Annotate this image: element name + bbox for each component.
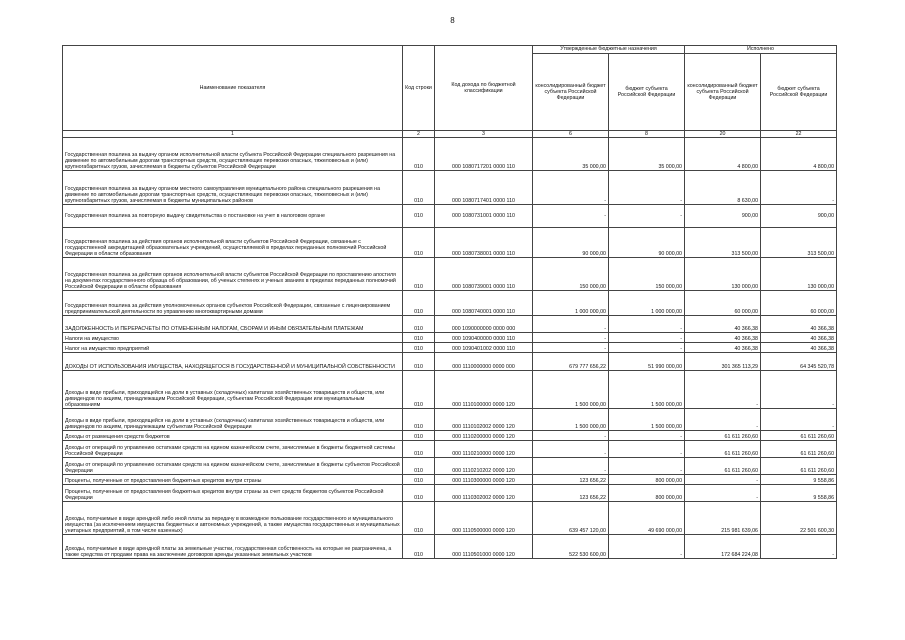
executed-subject-value: 22 501 600,30 bbox=[761, 502, 837, 535]
row-income-code: 000 1080717401 0000 110 bbox=[435, 171, 533, 205]
column-number: 6 bbox=[533, 131, 609, 138]
table-row bbox=[63, 343, 837, 353]
row-name: Государственная пошлина за действия уполномоченных органов субъектов Российской Федерации, связанные с лицензированием предпринимательской деятельности по управлению многоквартирными домами bbox=[63, 291, 403, 316]
row-income-code: 000 1110210000 0000 120 bbox=[435, 441, 533, 458]
executed-consolidated-value: 60 000,00 bbox=[685, 291, 761, 316]
executed-subject-value: 9 558,86 bbox=[761, 485, 837, 502]
executed-consolidated-value: - bbox=[685, 409, 761, 431]
row-name: Доходы от размещения средств бюджетов bbox=[63, 431, 403, 441]
table-row bbox=[63, 475, 837, 485]
row-line-code: 010 bbox=[403, 458, 435, 475]
header-approved-subject: бюджет субъекта Российской Федерации bbox=[609, 54, 685, 131]
approved-consolidated-value: - bbox=[533, 171, 609, 205]
table-row bbox=[63, 291, 837, 316]
table-row bbox=[63, 409, 837, 431]
approved-subject-value: - bbox=[609, 535, 685, 559]
row-name: Доходы от операций по управлению остатками средств на едином казначейском счете, зачисляемые в бюджеты субъектов Российской Федерации bbox=[63, 458, 403, 475]
executed-subject-value: 9 558,86 bbox=[761, 475, 837, 485]
approved-subject-value: 90 000,00 bbox=[609, 228, 685, 258]
row-name: Государственная пошлина за выдачу органом исполнительной власти субъекта Российской Федерации специального разрешения на движение по автомобильным дорогам транспортных средств, осуществляющих перевозки опасных, тяжеловесных и (или) крупногабаритных грузов, зачисляемая в бюджеты субъектов Российской Федерации bbox=[63, 138, 403, 171]
table-row bbox=[63, 171, 837, 205]
header-group-approved: Утвержденные бюджетные назначения bbox=[533, 46, 685, 54]
row-name: Доходы от операций по управлению остатками средств на едином казначейском счете, зачисляемые в бюджеты бюджетной системы Российской Федерации bbox=[63, 441, 403, 458]
row-line-code: 010 bbox=[403, 441, 435, 458]
row-line-code: 010 bbox=[403, 228, 435, 258]
approved-consolidated-value: 123 656,22 bbox=[533, 475, 609, 485]
approved-subject-value: 49 690 000,00 bbox=[609, 502, 685, 535]
executed-consolidated-value: 61 611 260,60 bbox=[685, 441, 761, 458]
header-line-code: Код строки bbox=[403, 46, 435, 131]
row-line-code: 010 bbox=[403, 258, 435, 291]
table-row bbox=[63, 535, 837, 559]
executed-subject-value: 40 366,38 bbox=[761, 333, 837, 343]
budget-report-table bbox=[62, 45, 837, 559]
row-income-code: 000 1110300000 0000 120 bbox=[435, 475, 533, 485]
row-line-code: 010 bbox=[403, 316, 435, 333]
row-income-code: 000 1110200000 0000 120 bbox=[435, 431, 533, 441]
row-name: ДОХОДЫ ОТ ИСПОЛЬЗОВАНИЯ ИМУЩЕСТВА, НАХОДЯЩЕГОСЯ В ГОСУДАРСТВЕННОЙ И МУНИЦИПАЛЬНОЙ СОБСТВЕННОСТИ bbox=[63, 353, 403, 371]
row-line-code: 010 bbox=[403, 409, 435, 431]
row-line-code: 010 bbox=[403, 502, 435, 535]
row-line-code: 010 bbox=[403, 431, 435, 441]
header-income-code: Код дохода по бюджетной классификации bbox=[435, 46, 533, 131]
approved-consolidated-value: - bbox=[533, 441, 609, 458]
executed-consolidated-value: 130 000,00 bbox=[685, 258, 761, 291]
approved-consolidated-value: 90 000,00 bbox=[533, 228, 609, 258]
header-approved-consolidated: консолидированный бюджет субъекта Российской Федерации bbox=[533, 54, 609, 131]
approved-consolidated-value: 679 777 656,22 bbox=[533, 353, 609, 371]
row-line-code: 010 bbox=[403, 371, 435, 409]
approved-subject-value: - bbox=[609, 431, 685, 441]
row-income-code: 000 1080717201 0000 110 bbox=[435, 138, 533, 171]
row-name: Государственная пошлина за действия органов исполнительной власти субъектов Российской Федерации, связанные с государственной аккредитацией образовательных учреждений, осуществляемой в пределах переданных полномочий Российской Федерации в области образования bbox=[63, 228, 403, 258]
page-number: 8 bbox=[450, 16, 455, 25]
row-line-code: 010 bbox=[403, 205, 435, 228]
executed-consolidated-value: 172 684 224,08 bbox=[685, 535, 761, 559]
executed-subject-value: - bbox=[761, 535, 837, 559]
row-name: Проценты, полученные от предоставления бюджетных кредитов внутри страны за счет средств бюджетов субъектов Российской Федерации bbox=[63, 485, 403, 502]
row-income-code: 000 1090000000 0000 000 bbox=[435, 316, 533, 333]
header-group-executed: Исполнено bbox=[685, 46, 837, 54]
approved-subject-value: - bbox=[609, 343, 685, 353]
approved-subject-value: 35 000,00 bbox=[609, 138, 685, 171]
row-line-code: 010 bbox=[403, 333, 435, 343]
approved-consolidated-value: - bbox=[533, 458, 609, 475]
row-income-code: 000 1090401002 0000 110 bbox=[435, 343, 533, 353]
table-row bbox=[63, 205, 837, 228]
executed-subject-value: 61 611 260,60 bbox=[761, 458, 837, 475]
table-header bbox=[63, 46, 837, 138]
approved-consolidated-value: - bbox=[533, 205, 609, 228]
executed-subject-value: 4 800,00 bbox=[761, 138, 837, 171]
table-row bbox=[63, 431, 837, 441]
approved-consolidated-value: - bbox=[533, 343, 609, 353]
approved-subject-value: 800 000,00 bbox=[609, 485, 685, 502]
row-income-code: 000 1110210202 0000 120 bbox=[435, 458, 533, 475]
row-name: Доходы, получаемые в виде арендной либо иной платы за передачу в возмездное пользование государственного и муниципального имущества (за исключением имущества бюджетных и автономных учреждений, а также имущества государственных и муниципальных унитарных предприятий, в том числе казенных) bbox=[63, 502, 403, 535]
executed-consolidated-value: 313 500,00 bbox=[685, 228, 761, 258]
row-line-code: 010 bbox=[403, 485, 435, 502]
executed-subject-value: 130 000,00 bbox=[761, 258, 837, 291]
approved-subject-value: - bbox=[609, 171, 685, 205]
executed-subject-value: 40 366,38 bbox=[761, 316, 837, 333]
column-number-row bbox=[63, 131, 837, 138]
table-row bbox=[63, 371, 837, 409]
table-row bbox=[63, 485, 837, 502]
header-name: Наименование показателя bbox=[63, 46, 403, 131]
executed-consolidated-value: 40 366,38 bbox=[685, 343, 761, 353]
row-line-code: 010 bbox=[403, 291, 435, 316]
row-name: Государственная пошлина за повторную выдачу свидетельства о постановке на учет в налоговом органе bbox=[63, 205, 403, 228]
row-line-code: 010 bbox=[403, 535, 435, 559]
row-name: Доходы в виде прибыли, приходящейся на доли в уставных (складочных) капиталах хозяйственных товариществ и обществ, или дивидендов по акциям, принадлежащим субъектам Российской Федерации bbox=[63, 409, 403, 431]
row-name: Проценты, полученные от предоставления бюджетных кредитов внутри страны bbox=[63, 475, 403, 485]
row-name: Доходы в виде прибыли, приходящейся на доли в уставных (складочных) капиталах хозяйственных товариществ и обществ, или дивидендов по акциям, принадлежащим Российской Федерации, субъектам Российской Федерации или муниципальным образованиям bbox=[63, 371, 403, 409]
row-name: Государственная пошлина за выдачу органом местного самоуправления муниципального района специального разрешения на движение по автомобильным дорогам транспортных средств, осуществляющих перевозки опасных, тяжеловесных и (или) крупногабаритных грузов, зачисляемая в бюджеты муниципальных районов bbox=[63, 171, 403, 205]
approved-consolidated-value: 522 530 600,00 bbox=[533, 535, 609, 559]
row-income-code: 000 1080740001 0000 110 bbox=[435, 291, 533, 316]
executed-subject-value: 64 345 520,78 bbox=[761, 353, 837, 371]
row-name: Налоги на имущество bbox=[63, 333, 403, 343]
row-name: Налог на имущество предприятий bbox=[63, 343, 403, 353]
executed-consolidated-value: 61 611 260,60 bbox=[685, 431, 761, 441]
approved-subject-value: 1 000 000,00 bbox=[609, 291, 685, 316]
approved-subject-value: 150 000,00 bbox=[609, 258, 685, 291]
executed-subject-value: 313 500,00 bbox=[761, 228, 837, 258]
column-number: 20 bbox=[685, 131, 761, 138]
row-line-code: 010 bbox=[403, 475, 435, 485]
row-line-code: 010 bbox=[403, 343, 435, 353]
approved-consolidated-value: 35 000,00 bbox=[533, 138, 609, 171]
table-row bbox=[63, 441, 837, 458]
table-row bbox=[63, 228, 837, 258]
approved-consolidated-value: 150 000,00 bbox=[533, 258, 609, 291]
row-income-code: 000 1110100000 0000 120 bbox=[435, 371, 533, 409]
row-income-code: 000 1110501000 0000 120 bbox=[435, 535, 533, 559]
approved-consolidated-value: 1 000 000,00 bbox=[533, 291, 609, 316]
row-line-code: 010 bbox=[403, 171, 435, 205]
header-executed-subject: бюджет субъекта Российской Федерации bbox=[761, 54, 837, 131]
row-income-code: 000 1110102002 0000 120 bbox=[435, 409, 533, 431]
executed-subject-value: 40 366,38 bbox=[761, 343, 837, 353]
approved-consolidated-value: 639 457 120,00 bbox=[533, 502, 609, 535]
table-body bbox=[63, 138, 837, 559]
approved-consolidated-value: - bbox=[533, 431, 609, 441]
executed-subject-value: 61 611 260,60 bbox=[761, 441, 837, 458]
approved-consolidated-value: 123 656,22 bbox=[533, 485, 609, 502]
approved-consolidated-value: - bbox=[533, 316, 609, 333]
executed-subject-value: 900,00 bbox=[761, 205, 837, 228]
row-name: ЗАДОЛЖЕННОСТЬ И ПЕРЕРАСЧЕТЫ ПО ОТМЕНЕННЫМ НАЛОГАМ, СБОРАМ И ИНЫМ ОБЯЗАТЕЛЬНЫМ ПЛАТЕЖАМ bbox=[63, 316, 403, 333]
table-row bbox=[63, 353, 837, 371]
executed-consolidated-value: - bbox=[685, 371, 761, 409]
row-line-code: 010 bbox=[403, 353, 435, 371]
table-row bbox=[63, 502, 837, 535]
column-number: 8 bbox=[609, 131, 685, 138]
approved-subject-value: - bbox=[609, 441, 685, 458]
approved-subject-value: - bbox=[609, 458, 685, 475]
header-executed-consolidated: консолидированный бюджет субъекта Российской Федерации bbox=[685, 54, 761, 131]
executed-consolidated-value: 215 981 639,06 bbox=[685, 502, 761, 535]
approved-subject-value: 800 000,00 bbox=[609, 475, 685, 485]
column-number: 2 bbox=[403, 131, 435, 138]
executed-consolidated-value: 301 365 113,29 bbox=[685, 353, 761, 371]
row-name: Государственная пошлина за действия органов исполнительной власти субъектов Российской Федерации по проставлению апостиля на документах государственного образца об образовании, об ученых степенях и ученых званиях в пределах переданных полномочий Российской Федерации в области образования bbox=[63, 258, 403, 291]
executed-subject-value: 61 611 260,60 bbox=[761, 431, 837, 441]
row-income-code: 000 1080731001 0000 110 bbox=[435, 205, 533, 228]
executed-consolidated-value: - bbox=[685, 485, 761, 502]
executed-consolidated-value: 900,00 bbox=[685, 205, 761, 228]
row-line-code: 010 bbox=[403, 138, 435, 171]
executed-consolidated-value: 61 611 260,60 bbox=[685, 458, 761, 475]
approved-subject-value: - bbox=[609, 316, 685, 333]
table-row bbox=[63, 333, 837, 343]
executed-subject-value: 60 000,00 bbox=[761, 291, 837, 316]
table-row bbox=[63, 258, 837, 291]
column-number: 3 bbox=[435, 131, 533, 138]
executed-consolidated-value: - bbox=[685, 475, 761, 485]
table-row bbox=[63, 458, 837, 475]
approved-subject-value: 1 500 000,00 bbox=[609, 371, 685, 409]
approved-consolidated-value: 1 500 000,00 bbox=[533, 371, 609, 409]
executed-subject-value: - bbox=[761, 171, 837, 205]
executed-consolidated-value: 40 366,38 bbox=[685, 316, 761, 333]
row-income-code: 000 1110302002 0000 120 bbox=[435, 485, 533, 502]
row-name: Доходы, получаемые в виде арендной платы за земельные участки, государственная собственность на которые не разграничена, а также средства от продажи права на заключение договоров аренды указанных земельных участков bbox=[63, 535, 403, 559]
row-income-code: 000 1080739001 0000 110 bbox=[435, 258, 533, 291]
executed-subject-value: - bbox=[761, 371, 837, 409]
executed-consolidated-value: 4 800,00 bbox=[685, 138, 761, 171]
approved-consolidated-value: 1 500 000,00 bbox=[533, 409, 609, 431]
row-income-code: 000 1090400000 0000 110 bbox=[435, 333, 533, 343]
approved-subject-value: - bbox=[609, 333, 685, 343]
row-income-code: 000 1110500000 0000 120 bbox=[435, 502, 533, 535]
approved-consolidated-value: - bbox=[533, 333, 609, 343]
table-row bbox=[63, 316, 837, 333]
approved-subject-value: 51 990 000,00 bbox=[609, 353, 685, 371]
column-number: 22 bbox=[761, 131, 837, 138]
approved-subject-value: - bbox=[609, 205, 685, 228]
executed-consolidated-value: 40 366,38 bbox=[685, 333, 761, 343]
table-row bbox=[63, 138, 837, 171]
executed-subject-value: - bbox=[761, 409, 837, 431]
executed-consolidated-value: 8 630,00 bbox=[685, 171, 761, 205]
approved-subject-value: 1 500 000,00 bbox=[609, 409, 685, 431]
row-income-code: 000 1110000000 0000 000 bbox=[435, 353, 533, 371]
row-income-code: 000 1080738001 0000 110 bbox=[435, 228, 533, 258]
column-number: 1 bbox=[63, 131, 403, 138]
